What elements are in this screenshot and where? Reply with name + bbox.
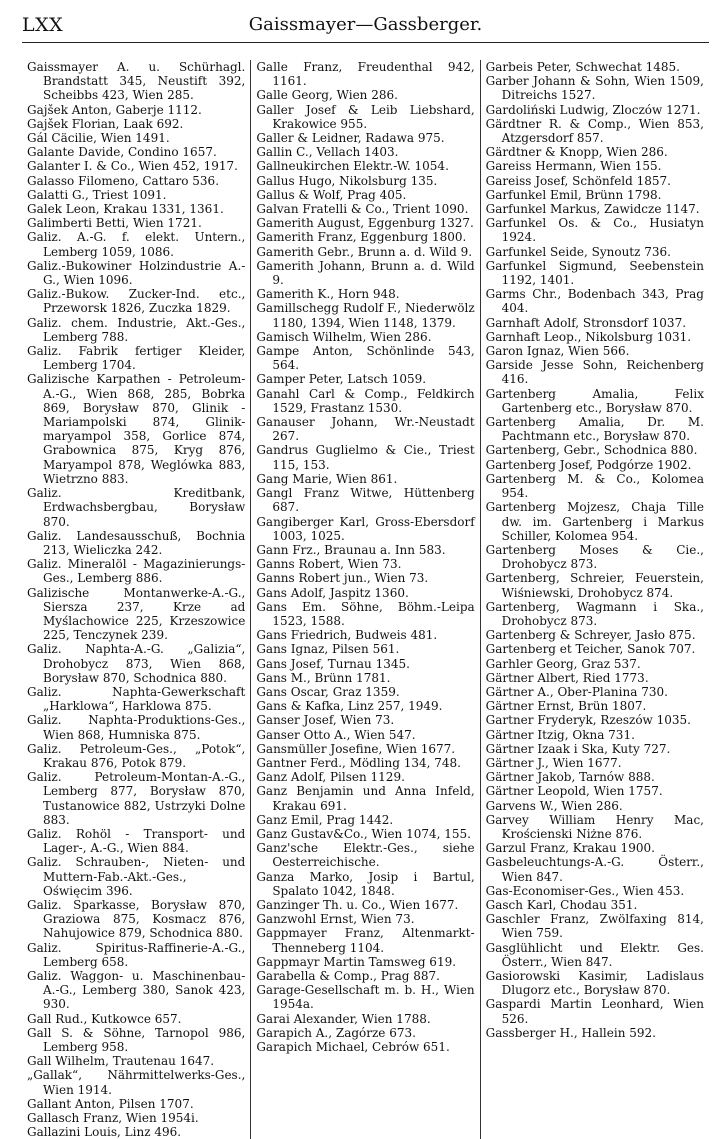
directory-entry: Gallneukirchen Elektr.-W. 1054. [256,159,449,174]
directory-entry: Gaschler Franz, Zwölfaxing 814, Wien 759. [485,912,704,941]
directory-entry: Gallazini Louis, Linz 496. [27,1125,182,1139]
directory-entry: Gangiberger Karl, Gross-Ebersdorf 1003, 1025. [256,514,475,543]
page-title: Gaissmayer—Gassberger. [248,14,483,35]
directory-entry: Gartenberg, Wagmann i Ska., Drohobycz 873. [485,599,704,628]
directory-entry: Gajšek Florian, Laak 692. [27,116,184,131]
directory-entry: Garfunkel Emil, Brünn 1798. [485,187,662,202]
directory-entry: Garon Ignaz, Wien 566. [485,344,630,359]
directory-entry: Gartenberg, Schreier, Feuerstein, Wiśniewski, Drohobycz 874. [485,571,704,600]
directory-entry: Garapich Michael, Cebrów 651. [256,1040,450,1055]
directory-entry: Galiz. A.-G. f. elekt. Untern., Lemberg 1059, 1086. [27,230,246,259]
directory-entry: Garms Chr., Bodenbach 343, Prag 404. [485,287,704,316]
directory-entry: Gärtner Izaak i Ska, Kuty 727. [485,741,671,756]
directory-entry: Galiz. Rohöl - Transport- und Lager-, A.-G., Wien 884. [27,826,246,856]
directory-entry: Gassberger H., Hallein 592. [485,1025,656,1040]
directory-entry: Ganser Josef, Wien 73. [256,713,395,728]
directory-entry: Ganser Otto A., Wien 547. [256,727,416,742]
directory-entry: Galizische Montanwerke-A.-G., Siersza 237, Krze ad Myślachowice 225, Krzeszowice 225, Tenczynek 239. [27,585,246,643]
directory-entry: Garzul Franz, Krakau 1900. [485,841,655,856]
directory-entry: Gartenberg, Gebr., Schodnica 880. [485,443,698,458]
directory-entry: Garai Alexander, Wien 1788. [256,1011,431,1026]
directory-entry: Gans Em. Söhne, Böhm.-Leipa 1523, 1588. [256,599,475,628]
directory-entry: Galasso Filomeno, Cattaro 536. [27,173,220,188]
page-header [22,14,709,44]
directory-entry: Gärdtner & Knopp, Wien 286. [485,145,668,160]
directory-entry: Ganz'sche Elektr.-Ges., siehe Oesterreichische. [256,841,475,870]
directory-entry: Gartenberg M. & Co., Kolomea 954. [485,471,704,501]
directory-entry: Gall S. & Söhne, Tarnopol 986, Lemberg 958. [27,1025,246,1055]
directory-entry: Galiz. Sparkasse, Borysław 870, Graziowa 875, Kosmacz 876, Nahujowice 879, Schodnica 880. [27,897,246,941]
directory-entry: Garnhaft Leop., Nikolsburg 1031. [485,329,692,344]
directory-entry: Gardoliński Ludwig, Zloczów 1271. [485,102,701,117]
directory-entry: Garapich A., Zagórze 673. [256,1025,416,1040]
directory-entry: Gärtner Itzig, Okna 731. [485,727,635,742]
directory-entry: Gartenberg & Schreyer, Jasło 875. [485,628,696,643]
directory-entry: Gamisch Wilhelm, Wien 286. [256,329,432,344]
directory-entry: Garbeis Peter, Schwechat 1485. [485,60,680,74]
entry-columns [22,60,709,1139]
directory-entry: Gärtner Ernst, Brün 1807. [485,699,647,714]
directory-entry: Gang Marie, Wien 861. [256,471,398,486]
directory-entry: Galiz. Landesausschuß, Bochnia 213, Wieliczka 242. [27,528,246,557]
directory-entry: Galiz. Petroleum-Montan-A.-G., Lemberg 877, Borysław 870, Tustanowice 882, Ustrzyki Dolne 883. [27,770,246,827]
directory-entry: Garfunkel Sigmund, Seebenstein 1192, 1401. [485,258,704,288]
directory-entry: Garnhaft Adolf, Stronsdorf 1037. [485,315,687,330]
directory-entry: Ganza Marko, Josip i Bartul, Spalato 1042, 1848. [256,869,475,898]
directory-entry: Galizische Karpathen - Petroleum-A.-G., Wien 868, 285, Bobrka 869, Borysław 870, Glinik - Mariampolski 874, Glinik-maryampol 358, Gorlice 874, Grabownica 875, Kryg 876, Maryampol 878, Weglówka 883, Wietrzno 883. [27,372,246,486]
directory-entry: Galiz.-Bukow. Zucker-Ind. etc., Przeworsk 1826, Zuczka 1829. [27,287,246,316]
directory-entry: Gappmayer Franz, Altenmarkt-Thenneberg 1104. [256,926,475,955]
directory-entry: Gärtner Leopold, Wien 1757. [485,784,663,799]
directory-entry: Gamper Peter, Latsch 1059. [256,372,427,387]
directory-entry: Gaissmayer A. u. Schürhagl. Brandstatt 345, Neustift 392, Scheibbs 423, Wien 285. [27,60,246,103]
directory-entry: Gappmayr Martin Tamsweg 619. [256,954,457,969]
directory-entry: Galler & Leidner, Radawa 975. [256,131,445,146]
directory-entry: Ganns Robert jun., Wien 73. [256,571,429,586]
directory-entry: „Gallak“, Nährmittelwerks-Ges., Wien 1914. [27,1068,246,1097]
column-middle [250,60,479,1139]
directory-entry: Gärtner Jakob, Tarnów 888. [485,770,655,785]
directory-entry: Galiz. Mineralöl - Magazinierungs-Ges., Lemberg 886. [27,557,246,586]
directory-entry: Garvey William Henry Mac, Krościenski Niżne 876. [485,812,704,841]
directory-entry: Gärdtner R. & Comp., Wien 853, Atzgersdorf 857. [485,116,704,146]
directory-entry: Gallin C., Vellach 1403. [256,145,399,160]
directory-entry: Galiz. Naphta-Gewerkschaft „Harklowa“, Harklowa 875. [27,684,246,714]
directory-entry: Galle Georg, Wien 286. [256,88,398,103]
directory-entry: Gantner Ferd., Mödling 134, 748. [256,755,461,770]
directory-entry: Gallasch Franz, Wien 1954i. [27,1111,199,1126]
directory-entry: Gansmüller Josefine, Wien 1677. [256,741,456,756]
directory-entry: Gareiss Josef, Schönfeld 1857. [485,173,671,188]
column-left [22,60,250,1139]
directory-entry: Gandrus Guglielmo & Cie., Triest 115, 153. [256,443,475,472]
directory-entry: Galiz. Fabrik fertiger Kleider, Lemberg 1704. [27,344,246,373]
directory-entry: Galiz. Petroleum-Ges., „Potok“, Krakau 876, Potok 879. [27,741,246,770]
directory-entry: Gampe Anton, Schönlinde 543, 564. [256,344,475,373]
directory-entry: Garhler Georg, Graz 537. [485,656,641,671]
directory-entry: Ganz Benjamin und Anna Infeld, Krakau 691. [256,784,475,813]
directory-entry: Garfunkel Markus, Zawidcze 1147. [485,202,700,217]
directory-entry: Gartenberg et Teicher, Sanok 707. [485,642,696,657]
directory-entry: Gans Oscar, Graz 1359. [256,684,400,699]
directory-entry: Gans Josef, Turnau 1345. [256,656,410,671]
directory-entry: Galatti G., Triest 1091. [27,187,167,202]
directory-entry: Gareiss Hermann, Wien 155. [485,159,662,174]
directory-entry: Gall Rud., Kutkowce 657. [27,1011,182,1026]
directory-entry: Gamerith Franz, Eggenburg 1800. [256,230,467,245]
directory-entry: Galiz. Naphta-A.-G. „Galizia“, Drohobycz 873, Wien 868, Borysław 870, Schodnica 880. [27,642,246,685]
directory-entry: Garber Johann & Sohn, Wien 1509, Ditreichs 1527. [485,74,704,103]
directory-entry: Gans M., Brünn 1781. [256,670,391,685]
directory-entry: Gallant Anton, Pilsen 1707. [27,1096,194,1111]
directory-entry: Galiz. Naphta-Produktions-Ges., Wien 868, Humniska 875. [27,713,246,742]
header-rule [22,42,709,43]
directory-entry: Gamerith Gebr., Brunn a. d. Wild 9. [256,244,473,259]
directory-entry: Gans Adolf, Jaspitz 1360. [256,585,409,600]
directory-entry: Gans Friedrich, Budweis 481. [256,628,438,643]
directory-entry: Garvens W., Wien 286. [485,798,623,813]
directory-entry: Galante Davide, Condino 1657. [27,145,217,160]
directory-entry: Galiz. Spiritus-Raffinerie-A.-G., Lemberg 658. [27,940,246,969]
directory-entry: Gasiorowski Kasimir, Ladislaus Dlugorz etc., Borysław 870. [485,969,704,998]
directory-entry: Gamillschegg Rudolf F., Niederwölz 1180, 1394, Wien 1148, 1379. [256,301,475,330]
directory-entry: Ganzwohl Ernst, Wien 73. [256,912,415,927]
directory-entry: Gál Cäcilie, Wien 1491. [27,131,170,146]
directory-entry: Galiz. Kreditbank, Erdwachsbergbau, Borysław 870. [27,486,246,529]
directory-entry: Gamerith K., Horn 948. [256,287,400,302]
directory-entry: Gasch Karl, Chodau 351. [485,897,638,912]
directory-entry: Gas-Economiser-Ges., Wien 453. [485,883,685,898]
directory-entry: Galimberti Betti, Wien 1721. [27,216,202,231]
directory-entry: Ganauser Johann, Wr.-Neustadt 267. [256,415,475,444]
directory-entry: Galler Josef & Leib Liebshard, Krakowice 955. [256,102,475,131]
directory-entry: Garage-Gesellschaft m. b. H., Wien 1954a. [256,983,475,1012]
directory-entry: Gann Frz., Braunau a. Inn 583. [256,542,446,557]
directory-entry: Galiz. Schrauben-, Nieten- und Muttern-Fab.-Akt.-Ges., Oświęcim 396. [27,855,246,898]
directory-entry: Gangl Franz Witwe, Hüttenberg 687. [256,486,475,515]
directory-entry: Gasglühlicht und Elektr. Ges. Österr., Wien 847. [485,940,704,969]
directory-entry: Ganz Emil, Prag 1442. [256,812,394,827]
directory-entry: Garfunkel Seide, Synoutz 736. [485,244,671,259]
directory-entry: Gärtner Albert, Ried 1773. [485,670,649,685]
directory-entry: Gamerith Johann, Brunn a. d. Wild 9. [256,258,475,288]
directory-entry: Gartenberg Mojzesz, Chaja Tille dw. im. Gartenberg i Markus Schiller, Kolomea 954. [485,500,704,543]
directory-entry: Galanter I. & Co., Wien 452, 1917. [27,159,238,174]
directory-entry: Gartner Fryderyk, Rzeszów 1035. [485,713,691,728]
directory-entry: Gallus Hugo, Nikolsburg 135. [256,173,438,188]
directory-entry: Gärtner J., Wien 1677. [485,755,622,770]
directory-entry: Galle Franz, Freudenthal 942, 1161. [256,60,475,89]
directory-entry: Gartenberg Moses & Cie., Drohobycz 873. [485,542,704,572]
directory-entry: Gajšek Anton, Gaberje 1112. [27,102,202,117]
directory-entry: Ganahl Carl & Comp., Feldkirch 1529, Frastanz 1530. [256,386,475,415]
directory-entry: Gans & Kafka, Linz 257, 1949. [256,699,443,714]
directory-entry: Galiz. Waggon- u. Maschinenbau-A.-G., Lemberg 380, Sanok 423, 930. [27,969,246,1012]
directory-entry: Ganz Adolf, Pilsen 1129. [256,770,405,785]
directory-entry: Gallus & Wolf, Prag 405. [256,187,407,202]
directory-entry: Gartenberg Amalia, Felix Gartenberg etc., Borysław 870. [485,386,704,415]
directory-entry: Gartenberg Amalia, Dr. M. Pachtmann etc., Borysław 870. [485,415,704,444]
directory-entry: Garabella & Comp., Prag 887. [256,969,440,983]
directory-entry: Garside Jesse Sohn, Reichenberg 416. [485,358,704,387]
column-right [480,60,709,1139]
directory-entry: Ganns Robert, Wien 73. [256,557,402,572]
directory-entry: Gartenberg Josef, Podgórze 1902. [485,457,692,472]
directory-entry: Galiz.-Bukowiner Holzindustrie A.-G., Wien 1096. [27,258,246,288]
directory-entry: Galiz. chem. Industrie, Akt.-Ges., Lemberg 788. [27,315,246,344]
directory-entry: Ganzinger Th. u. Co., Wien 1677. [256,897,459,912]
directory-entry: Gall Wilhelm, Trautenau 1647. [27,1054,215,1069]
directory-entry: Gamerith August, Eggenburg 1327. [256,216,474,231]
page-number: LXX [22,14,64,36]
directory-entry: Garfunkel Os. & Co., Husiatyn 1924. [485,216,704,245]
directory-entry: Gärtner A., Ober-Planina 730. [485,684,668,699]
directory-entry: Ganz Gustav&Co., Wien 1074, 155. [256,826,471,841]
directory-entry: Galvan Fratelli & Co., Trient 1090. [256,202,469,217]
directory-entry: Gasbeleuchtungs-A.-G. Österr., Wien 847. [485,855,704,884]
directory-entry: Gans Ignaz, Pilsen 561. [256,642,400,657]
directory-entry: Galek Leon, Krakau 1331, 1361. [27,202,224,217]
directory-entry: Gaspardi Martin Leonhard, Wien 526. [485,997,704,1026]
